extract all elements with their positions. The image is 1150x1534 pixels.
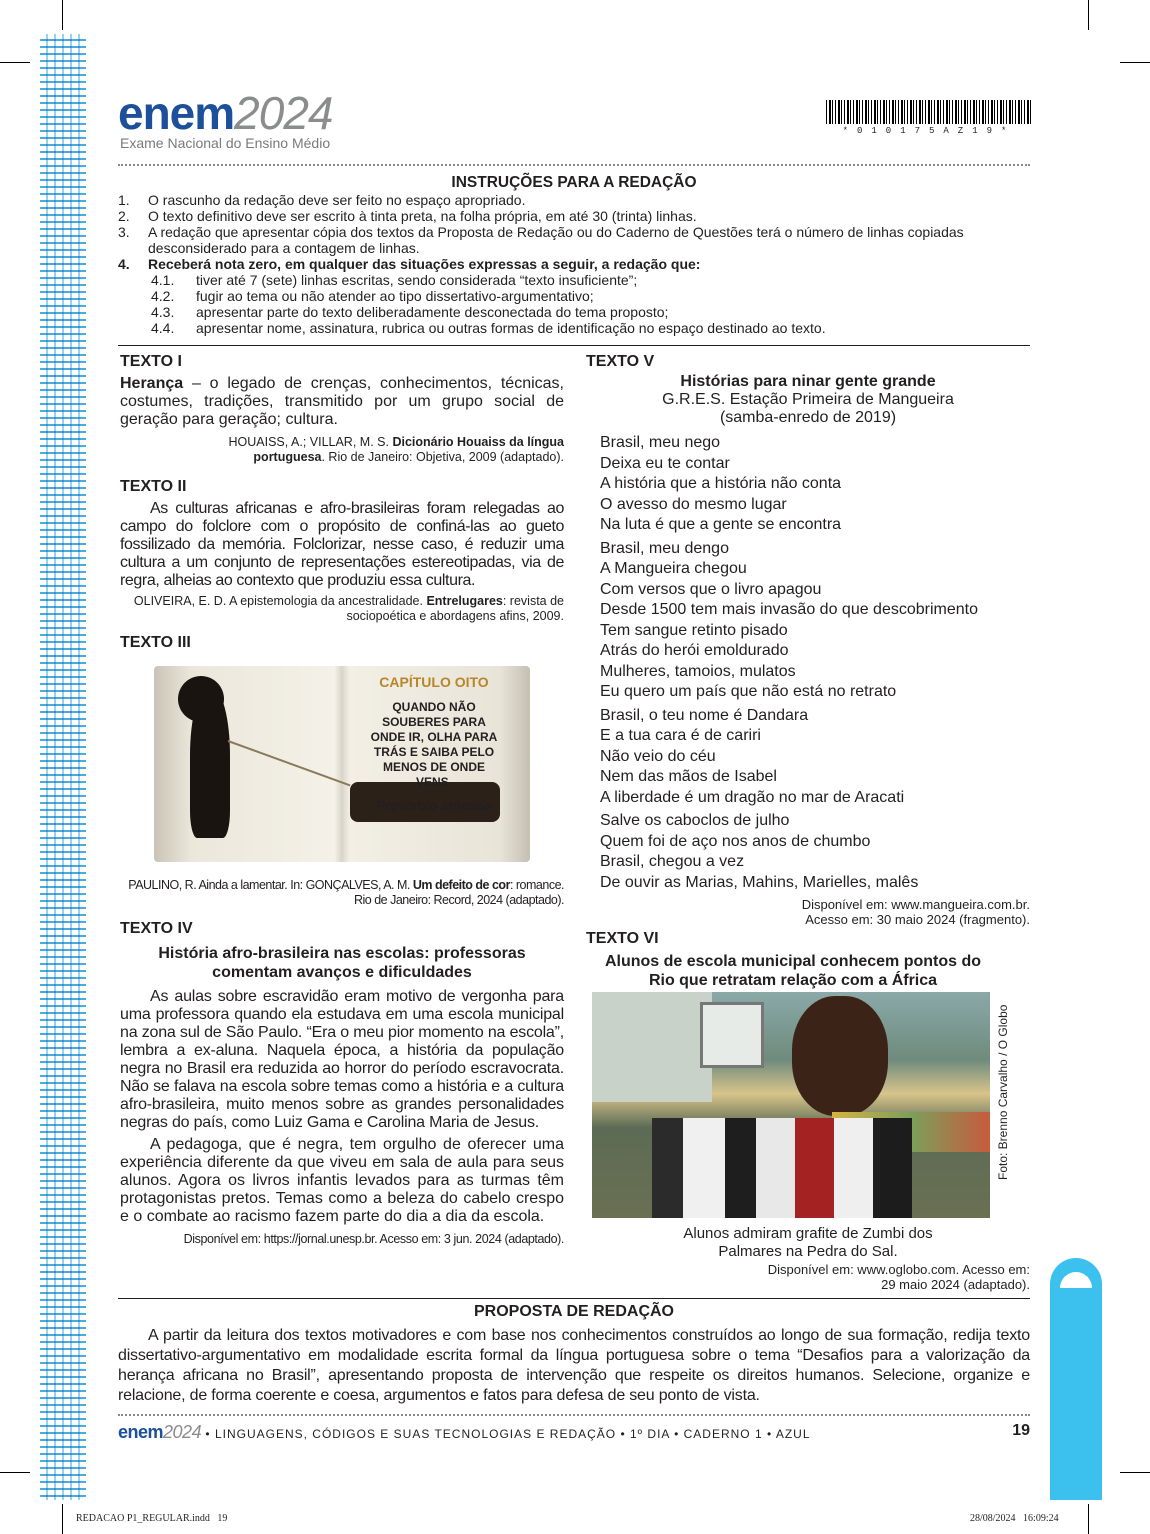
footer-text: enem2024 • LINGUAGENS, CÓDIGOS E SUAS TECNOLOGIAS E REDAÇÃO • 1º DIA • CADERNO 1 • AZUL: [118, 1422, 811, 1442]
crop-mark: [1088, 1504, 1089, 1534]
photo-caption-line: Palmares na Pedra do Sal.: [718, 1243, 898, 1260]
photo-caption: [592, 1225, 1024, 1261]
instruction-item: 2. O texto definitivo deve ser escrito à tinta preta, na folha própria, em até 30 (trinta) linhas.: [118, 208, 697, 224]
poem-line: Tem sangue retinto pisado: [600, 621, 788, 639]
divider: [118, 1298, 1030, 1299]
instruction-subitem: 4.2. fugir ao tema ou não atender ao tipo dissertativo-argumentativo;: [151, 288, 594, 304]
texto-1-body: Herança – o legado de crenças, conhecimentos, técnicas, costumes, tradições, transmitido por um grupo social de geração para geração; cultura.: [120, 375, 564, 428]
poem-line: E a tua cara é de cariri: [600, 727, 761, 744]
texto-4-paragraph: A pedagoga, que é negra, tem orgulho de oferecer uma experiência diferente da que viveu em sala de aula para seus alunos. Agora os livros infantis levados para as turmas têm protagonistas pretos. Temas como a beleza do cabelo crespo e o combate ao racismo fazem parte do dia a dia da escola.: [120, 1136, 564, 1225]
texto-2: [120, 478, 564, 624]
texto-2-body: As culturas africanas e afro-brasileiras foram relegadas ao campo do folclore com o propósito de confiná-las ao gueto fossilizado da memória. Folclorizar, nesse caso, é reduzir uma cultura a um conjunto de representações estereotipadas, via de regra, alheias ao contexto que produziu essa cultura.: [120, 500, 564, 589]
texto-4-title: História afro-brasileira nas escolas: professoras comentam avanços e dificuldades: [158, 945, 526, 981]
texto-5: [586, 353, 1030, 927]
enem-logo: enem2024: [118, 87, 333, 139]
poem-line: Brasil, chegou a vez: [600, 853, 745, 870]
texto-1-label: TEXTO I: [120, 353, 182, 370]
file-info: REDACAO P1_REGULAR.indd 19: [76, 1513, 228, 1524]
crop-mark: [1120, 1472, 1150, 1473]
print-timestamp: 28/08/2024 16:09:24: [970, 1513, 1059, 1524]
texto-4-paragraph: As aulas sobre escravidão eram motivo de vergonha para uma professora quando ela estudava em uma escola municipal na zona sul de São Paulo. “Era o meu pior momento na escola”, lembra a ex-aluna. Naquela época, a história da população negra no Brasil era reduzida ao horror do período escravocrata. Não se falava na escola sobre temas como a história e a cultura afro-brasileira, muito menos sobre as grandes personalidades negras do país, como Luiz Gama e Carolina Maria de Jesus.: [120, 988, 564, 1131]
crop-mark: [62, 0, 63, 30]
poem: [586, 433, 1030, 893]
poem-line: Quem foi de aço nos anos de chumbo: [600, 832, 871, 850]
texto-5-label: TEXTO V: [586, 353, 655, 370]
poem-line: Brasil, meu nego: [600, 434, 721, 451]
book-quote: QUANDO NÃO SOUBERES PARA ONDE IR, OLHA PARA TRÁS E SAIBA PELO MENOS DE ONDE VENS.: [370, 700, 498, 789]
divider: [118, 1414, 1030, 1416]
instruction-subitem: 4.1. tiver até 7 (sete) linhas escritas, sendo considerada “texto insuficiente”;: [151, 272, 638, 288]
texto-5-subtitle: (samba-enredo de 2019): [719, 409, 897, 426]
texto-5-title: Histórias para ninar gente grande: [680, 373, 936, 390]
poem-line: Mulheres, tamoios, mulatos: [600, 662, 796, 680]
texto-3-label: [120, 634, 564, 652]
instruction-item: 3. A redação que apresentar cópia dos textos da Proposta de Redação ou do Caderno de Questões terá o número de linhas copiadas desconsiderado para a contagem de linhas.: [118, 224, 964, 256]
instruction-item: 1. O rascunho da redação deve ser feito no espaço apropriado.: [118, 192, 526, 208]
texto-4-label: TEXTO IV: [120, 920, 193, 937]
instruction-subitem: 4.4. apresentar nome, assinatura, rubrica ou outras formas de identificação no espaço destinado ao texto.: [151, 320, 826, 336]
poem-line: Com versos que o livro apagou: [600, 580, 822, 598]
proposal-body: A partir da leitura dos textos motivadores e com base nos conhecimentos construídos ao longo de sua formação, redija texto dissertativo-argumentativo em modalidade escrita formal da língua portuguesa sobre o tema “Desafios para a valorização da herança africana no Brasil”, apresentando proposta de intervenção que respeite os direitos humanos. Selecione, organize e relacione, de forma coerente e coesa, argumentos e fatos para defesa de seu ponto de vista.: [118, 1327, 1030, 1404]
poem-line: A Mangueira chegou: [600, 560, 747, 577]
book-attribution: Provérbio africano: [376, 798, 492, 813]
poem-line: Atrás do herói emoldurado: [600, 642, 789, 659]
crop-mark: [1088, 0, 1089, 30]
poem-line: Brasil, o teu nome é Dandara: [600, 706, 809, 724]
book-page-text: [344, 672, 524, 813]
barcode-text: *010175AZ19*: [842, 126, 1016, 136]
photo-caption-line: Alunos admiram grafite de Zumbi dos: [683, 1225, 933, 1242]
texto-3-title: TEXTO III: [120, 634, 191, 651]
book-chapter: CAPÍTULO OITO: [379, 674, 489, 690]
texto-5-reference: Disponível em: www.mangueira.com.br.: [801, 897, 1030, 912]
crop-mark: [1120, 62, 1150, 63]
poem-line: Na luta é que a gente se encontra: [600, 516, 842, 533]
divider: [118, 345, 1030, 346]
photo-credit: Foto: Brenno Carvalho / O Globo: [996, 1004, 1010, 1180]
window: [700, 1002, 764, 1068]
instructions-title: INSTRUÇÕES PARA A REDAÇÃO: [451, 174, 697, 191]
poem-line: Não veio do céu: [600, 747, 716, 765]
blue-tab-marker: [1050, 1258, 1102, 1500]
crop-mark: [62, 1504, 63, 1534]
texto-6-reference: Disponível em: www.oglobo.com. Acesso em: 29 maio 2024 (adaptado).: [767, 1262, 1030, 1292]
crop-mark: [0, 1472, 30, 1473]
students-group: [652, 1118, 912, 1218]
texto-1: [120, 353, 564, 465]
instruction-subitem: 4.3. apresentar parte do texto deliberadamente desconectada do tema proposto;: [151, 304, 669, 320]
poem-line: Brasil, meu dengo: [600, 539, 729, 557]
proposal-title: PROPOSTA DE REDAÇÃO: [473, 1303, 674, 1320]
students-graffiti-photo: [592, 992, 990, 1218]
poem-stanza: [600, 433, 1030, 536]
poem-line: Nem das mãos de Isabel: [600, 768, 777, 785]
poem-line: Salve os caboclos de julho: [600, 812, 790, 829]
crop-mark: [0, 62, 30, 63]
logo-subtitle: Exame Nacional do Ensino Médio: [120, 135, 331, 151]
graffiti-face: [792, 996, 888, 1116]
texto-6-label: TEXTO VI: [586, 930, 659, 947]
poem-line: Eu quero um país que não está no retrato: [600, 683, 897, 700]
poem-stanza: [600, 706, 1030, 809]
poem-line: De ouvir as Marias, Mahins, Marielles, malês: [600, 873, 919, 891]
poem-stanza: [600, 811, 1030, 893]
texto-4: [120, 920, 564, 1247]
texto-5-subtitle: G.R.E.S. Estação Primeira de Mangueira: [662, 391, 954, 408]
instruction-item: 4. Receberá nota zero, em qualquer das situações expressas a seguir, a redação que:: [118, 256, 701, 272]
texto-6-title: Alunos de escola municipal conhecem pontos do Rio que retratam relação com a África: [604, 953, 982, 989]
poem-line: A liberdade é um dragão no mar de Aracati: [600, 788, 905, 806]
poem-line: Desde 1500 tem mais invasão do que descobrimento: [600, 601, 978, 618]
poem-line: Deixa eu te contar: [600, 454, 730, 472]
poem-line: O avesso do mesmo lugar: [600, 495, 787, 513]
barcode: [826, 100, 1032, 124]
texto-1-reference: HOUAISS, A.; VILLAR, M. S. Dicionário Houaiss da língua portuguesa. Rio de Janeiro: Objetiva, 2009 (adaptado).: [228, 435, 564, 464]
building-wall: [592, 992, 712, 1102]
texto-3-reference: PAULINO, R. Ainda a lamentar. In: GONÇALVES, A. M. Um defeito de cor: romance. Rio de Janeiro: Record, 2024 (adaptado).: [128, 878, 564, 907]
poem-line: A história que a história não conta: [600, 475, 842, 492]
texto-2-reference: OLIVEIRA, E. D. A epistemologia da ancestralidade. Entrelugares: revista de sociopoética e abordagens afins, 2009.: [133, 594, 564, 623]
texto-6: [586, 930, 1030, 990]
texto-4-reference: Disponível em: https://jornal.unesp.br. Acesso em: 3 jun. 2024 (adaptado).: [183, 1232, 564, 1246]
sculpture-figure-body: [190, 688, 230, 838]
poem-stanza: [600, 539, 1030, 703]
page-number: 19: [1012, 1422, 1030, 1439]
texto-5-reference: Acesso em: 30 maio 2024 (fragmento).: [805, 912, 1030, 927]
decorative-side-band: [40, 34, 86, 1500]
texto-2-label: TEXTO II: [120, 478, 187, 495]
divider: [118, 164, 1030, 166]
instructions-list: [118, 192, 1032, 336]
